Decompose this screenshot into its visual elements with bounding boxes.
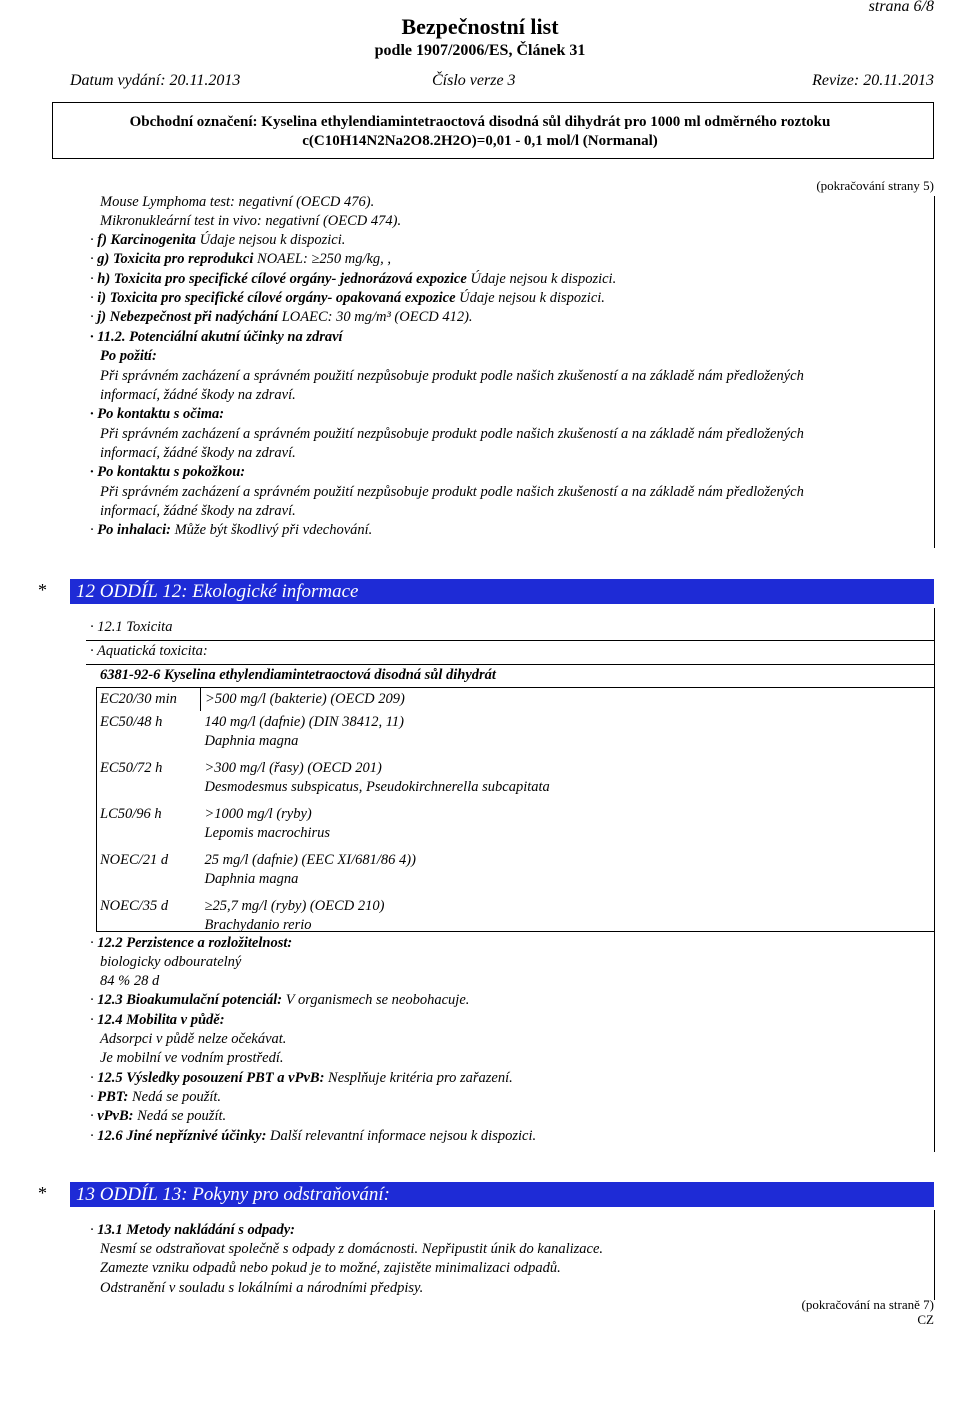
- label: Po kontaktu s pokožkou:: [97, 464, 246, 480]
- label: h) Toxicita pro specifické cílové orgány- jednorázová expozice: [97, 271, 467, 287]
- endpoint-cell: EC50/72 h: [100, 760, 163, 776]
- value-cell: [201, 803, 554, 849]
- value: Nedá se použít.: [133, 1108, 227, 1124]
- text-line: Je mobilní ve vodním prostředí.: [100, 1050, 284, 1066]
- margin-line: [934, 1210, 935, 1300]
- section-title: 12 ODDÍL 12: Ekologické informace: [76, 581, 359, 602]
- document-subtitle: podle 1907/2006/ES, Článek 31: [374, 42, 586, 59]
- label: f) Karcinogenita: [97, 232, 196, 248]
- label: 13.1 Metody nakládání s odpady:: [97, 1222, 296, 1238]
- label: 12.5 Výsledky posouzení PBT a vPvB:: [97, 1070, 325, 1086]
- revision-marker: *: [38, 1183, 47, 1203]
- label: Aquatická toxicita:: [97, 643, 208, 659]
- vpvb-item: · vPvB: Nedá se použít.: [90, 1108, 227, 1124]
- endpoint-cell: NOEC/21 d: [100, 852, 169, 868]
- subsection-12-5: · 12.5 Výsledky posouzení PBT a vPvB: Nesplňuje kritéria pro zařazení.: [90, 1070, 513, 1086]
- product-name-line1: Obchodní označení: Kyselina ethylendiamintetraoctová disodná sůl dihydrát pro 1000 ml odměrného roztoku: [129, 114, 831, 130]
- value: Další relevantní informace nejsou k dispozici.: [266, 1128, 537, 1144]
- value: Nedá se použít.: [128, 1089, 222, 1105]
- text-line: 84 % 28 d: [100, 973, 160, 989]
- subsection-12-3: · 12.3 Bioakumulační potenciál: V organismech se neobohacuje.: [90, 992, 470, 1008]
- label: 12.2 Perzistence a rozložitelnost:: [97, 935, 293, 951]
- item-h: · h) Toxicita pro specifické cílové orgány- jednorázová expozice Údaje nejsou k dispozici.: [90, 271, 617, 287]
- toxicity-table: [96, 688, 554, 941]
- revision-marker: *: [38, 580, 47, 600]
- subsection-12-6: · 12.6 Jiné nepříznivé účinky: Další relevantní informace nejsou k dispozici.: [90, 1128, 537, 1144]
- item-j: · j) Nebezpečnost při nadýchání LOAEC: 30 mg/m³ (OECD 412).: [90, 309, 473, 325]
- eye-contact-label: · Po kontaktu s očima:: [90, 406, 225, 422]
- subsection-11-2: · 11.2. Potenciální akutní účinky na zdraví: [90, 329, 343, 345]
- page-number: strana 6/8: [868, 0, 934, 15]
- subsection-13-1: · 13.1 Metody nakládání s odpady:: [90, 1222, 296, 1238]
- value-cell: [201, 711, 554, 757]
- skin-contact-label: · Po kontaktu s pokožkou:: [90, 464, 246, 480]
- label: vPvB:: [97, 1108, 134, 1124]
- item-g: · g) Toxicita pro reprodukci NOAEL: ≥250 mg/kg, ,: [90, 251, 392, 267]
- value-cell: [201, 688, 554, 711]
- continued-on: (pokračování na straně 7): [801, 1297, 934, 1312]
- substance-name: 6381-92-6 Kyselina ethylendiamintetraoctová disodná sůl dihydrát: [100, 667, 496, 683]
- section-13-header: [70, 1182, 934, 1207]
- value: Údaje nejsou k dispozici.: [455, 290, 605, 306]
- margin-line: [934, 196, 935, 548]
- rule: [86, 640, 934, 641]
- product-name-line2: c(C10H14N2Na2O8.2H2O)=0,01 - 0,1 mol/l (Normanal): [302, 133, 658, 149]
- label: PBT:: [97, 1089, 129, 1105]
- endpoint-cell: EC50/48 h: [100, 714, 163, 730]
- value: Údaje nejsou k dispozici.: [195, 232, 346, 248]
- issue-date: Datum vydání: 20.11.2013: [70, 72, 241, 89]
- language-code: CZ: [917, 1312, 934, 1327]
- section-12-header: [70, 579, 934, 604]
- text-line: informací, žádné škody na zdraví.: [100, 445, 296, 461]
- item-i: · i) Toxicita pro specifické cílové orgány- opakovaná expozice Údaje nejsou k dispozici.: [90, 290, 605, 306]
- subsection-12-1: · 12.1 Toxicita: [90, 619, 173, 635]
- label: 12.3 Bioakumulační potenciál:: [97, 992, 283, 1008]
- text-line: Zamezte vzniku odpadů nebo pokud je to možné, zajistěte minimalizaci odpadů.: [100, 1260, 561, 1276]
- species-line: Daphnia magna: [204, 733, 299, 749]
- revision-date: Revize: 20.11.2013: [812, 72, 934, 89]
- species-line: Daphnia magna: [204, 871, 299, 887]
- label: 12.1 Toxicita: [97, 619, 173, 635]
- label: i) Toxicita pro specifické cílové orgány- opakovaná expozice: [97, 290, 456, 306]
- item-f: · f) Karcinogenita Údaje nejsou k dispozici.: [90, 232, 346, 248]
- text-line: Mouse Lymphoma test: negativní (OECD 476).: [100, 194, 375, 210]
- text-line: Odstranění v souladu s lokálními a národními předpisy.: [100, 1280, 424, 1296]
- value-line: ≥25,7 mg/l (ryby) (OECD 210): [204, 898, 385, 914]
- continued-from: (pokračování strany 5): [816, 178, 934, 193]
- endpoint-cell: EC20/30 min: [96, 688, 201, 711]
- table-row: [96, 711, 554, 757]
- value: Může být škodlivý při vdechování.: [170, 522, 373, 538]
- value: Nesplňuje kritéria pro zařazení.: [324, 1070, 513, 1086]
- text-line: informací, žádné škody na zdraví.: [100, 503, 296, 519]
- value: NOAEL: ≥250 mg/kg, ,: [253, 251, 392, 267]
- species-line: Desmodesmus subspicatus, Pseudokirchnerella subcapitata: [204, 779, 550, 795]
- pbt-item: · PBT: Nedá se použít.: [90, 1089, 222, 1105]
- value-line: 25 mg/l (dafnie) (EEC XI/681/86 4)): [204, 852, 416, 868]
- ingestion-label: Po požití:: [100, 348, 157, 364]
- table-row: [96, 688, 554, 711]
- document-title: Bezpečnostní list: [401, 14, 559, 39]
- text-line: Při správném zacházení a správném použití nezpůsobuje produkt podle našich zkušeností a na základě nám předložených: [100, 368, 804, 384]
- label: Po inhalaci:: [97, 522, 171, 538]
- rule: [86, 664, 934, 665]
- text-line: Při správném zacházení a správném použití nezpůsobuje produkt podle našich zkušeností a na základě nám předložených: [100, 484, 804, 500]
- text-line: Adsorpci v půdě nelze očekávat.: [100, 1031, 287, 1047]
- section-title: 13 ODDÍL 13: Pokyny pro odstraňování:: [76, 1184, 390, 1205]
- value-line: >1000 mg/l (ryby): [204, 806, 312, 822]
- text-line: biologicky odbouratelný: [100, 954, 242, 970]
- version-number: Číslo verze 3: [432, 72, 516, 89]
- value-line: >300 mg/l (řasy) (OECD 201): [204, 760, 382, 776]
- value-line: 140 mg/l (dafnie) (DIN 38412, 11): [204, 714, 404, 730]
- label: 12.6 Jiné nepříznivé účinky:: [97, 1128, 267, 1144]
- aquatic-label: · Aquatická toxicita:: [90, 643, 208, 659]
- value: Údaje nejsou k dispozici.: [466, 271, 617, 287]
- value: V organismech se neobohacuje.: [282, 992, 470, 1008]
- value: LOAEC: 30 mg/m³ (OECD 412).: [278, 309, 473, 325]
- text-line: Při správném zacházení a správném použití nezpůsobuje produkt podle našich zkušeností a na základě nám předložených: [100, 426, 804, 442]
- label: 12.4 Mobilita v půdě:: [97, 1012, 225, 1028]
- margin-line: [934, 608, 935, 1152]
- value-cell: [201, 757, 554, 803]
- inhalation-item: · Po inhalaci: Může být škodlivý při vdechování.: [90, 522, 373, 538]
- label: j) Nebezpečnost při nadýchání: [97, 309, 279, 325]
- table-row: [96, 803, 554, 849]
- text-line: Mikronukleární test in vivo: negativní (OECD 474).: [100, 213, 402, 229]
- table-row: [96, 757, 554, 803]
- text-line: Nesmí se odstraňovat společně s odpady z domácnosti. Nepřipustit únik do kanalizace.: [100, 1241, 604, 1257]
- header-rule: [52, 102, 934, 103]
- value-cell: [201, 849, 554, 895]
- species-line: Lepomis macrochirus: [204, 825, 331, 841]
- label: 11.2. Potenciální akutní účinky na zdraví: [97, 329, 343, 345]
- subsection-12-2: · 12.2 Perzistence a rozložitelnost:: [90, 935, 293, 951]
- header-rule-bottom: [52, 158, 934, 159]
- endpoint-cell: LC50/96 h: [100, 806, 162, 822]
- species-line: Brachydanio rerio: [204, 917, 312, 933]
- text-line: informací, žádné škody na zdraví.: [100, 387, 296, 403]
- value-line: >500 mg/l (bakterie) (OECD 209): [205, 691, 405, 707]
- label: g) Toxicita pro reprodukci: [97, 251, 254, 267]
- endpoint-cell: NOEC/35 d: [100, 898, 169, 914]
- table-row: [96, 849, 554, 895]
- label: Po kontaktu s očima:: [97, 406, 225, 422]
- subsection-12-4: · 12.4 Mobilita v půdě:: [90, 1012, 225, 1028]
